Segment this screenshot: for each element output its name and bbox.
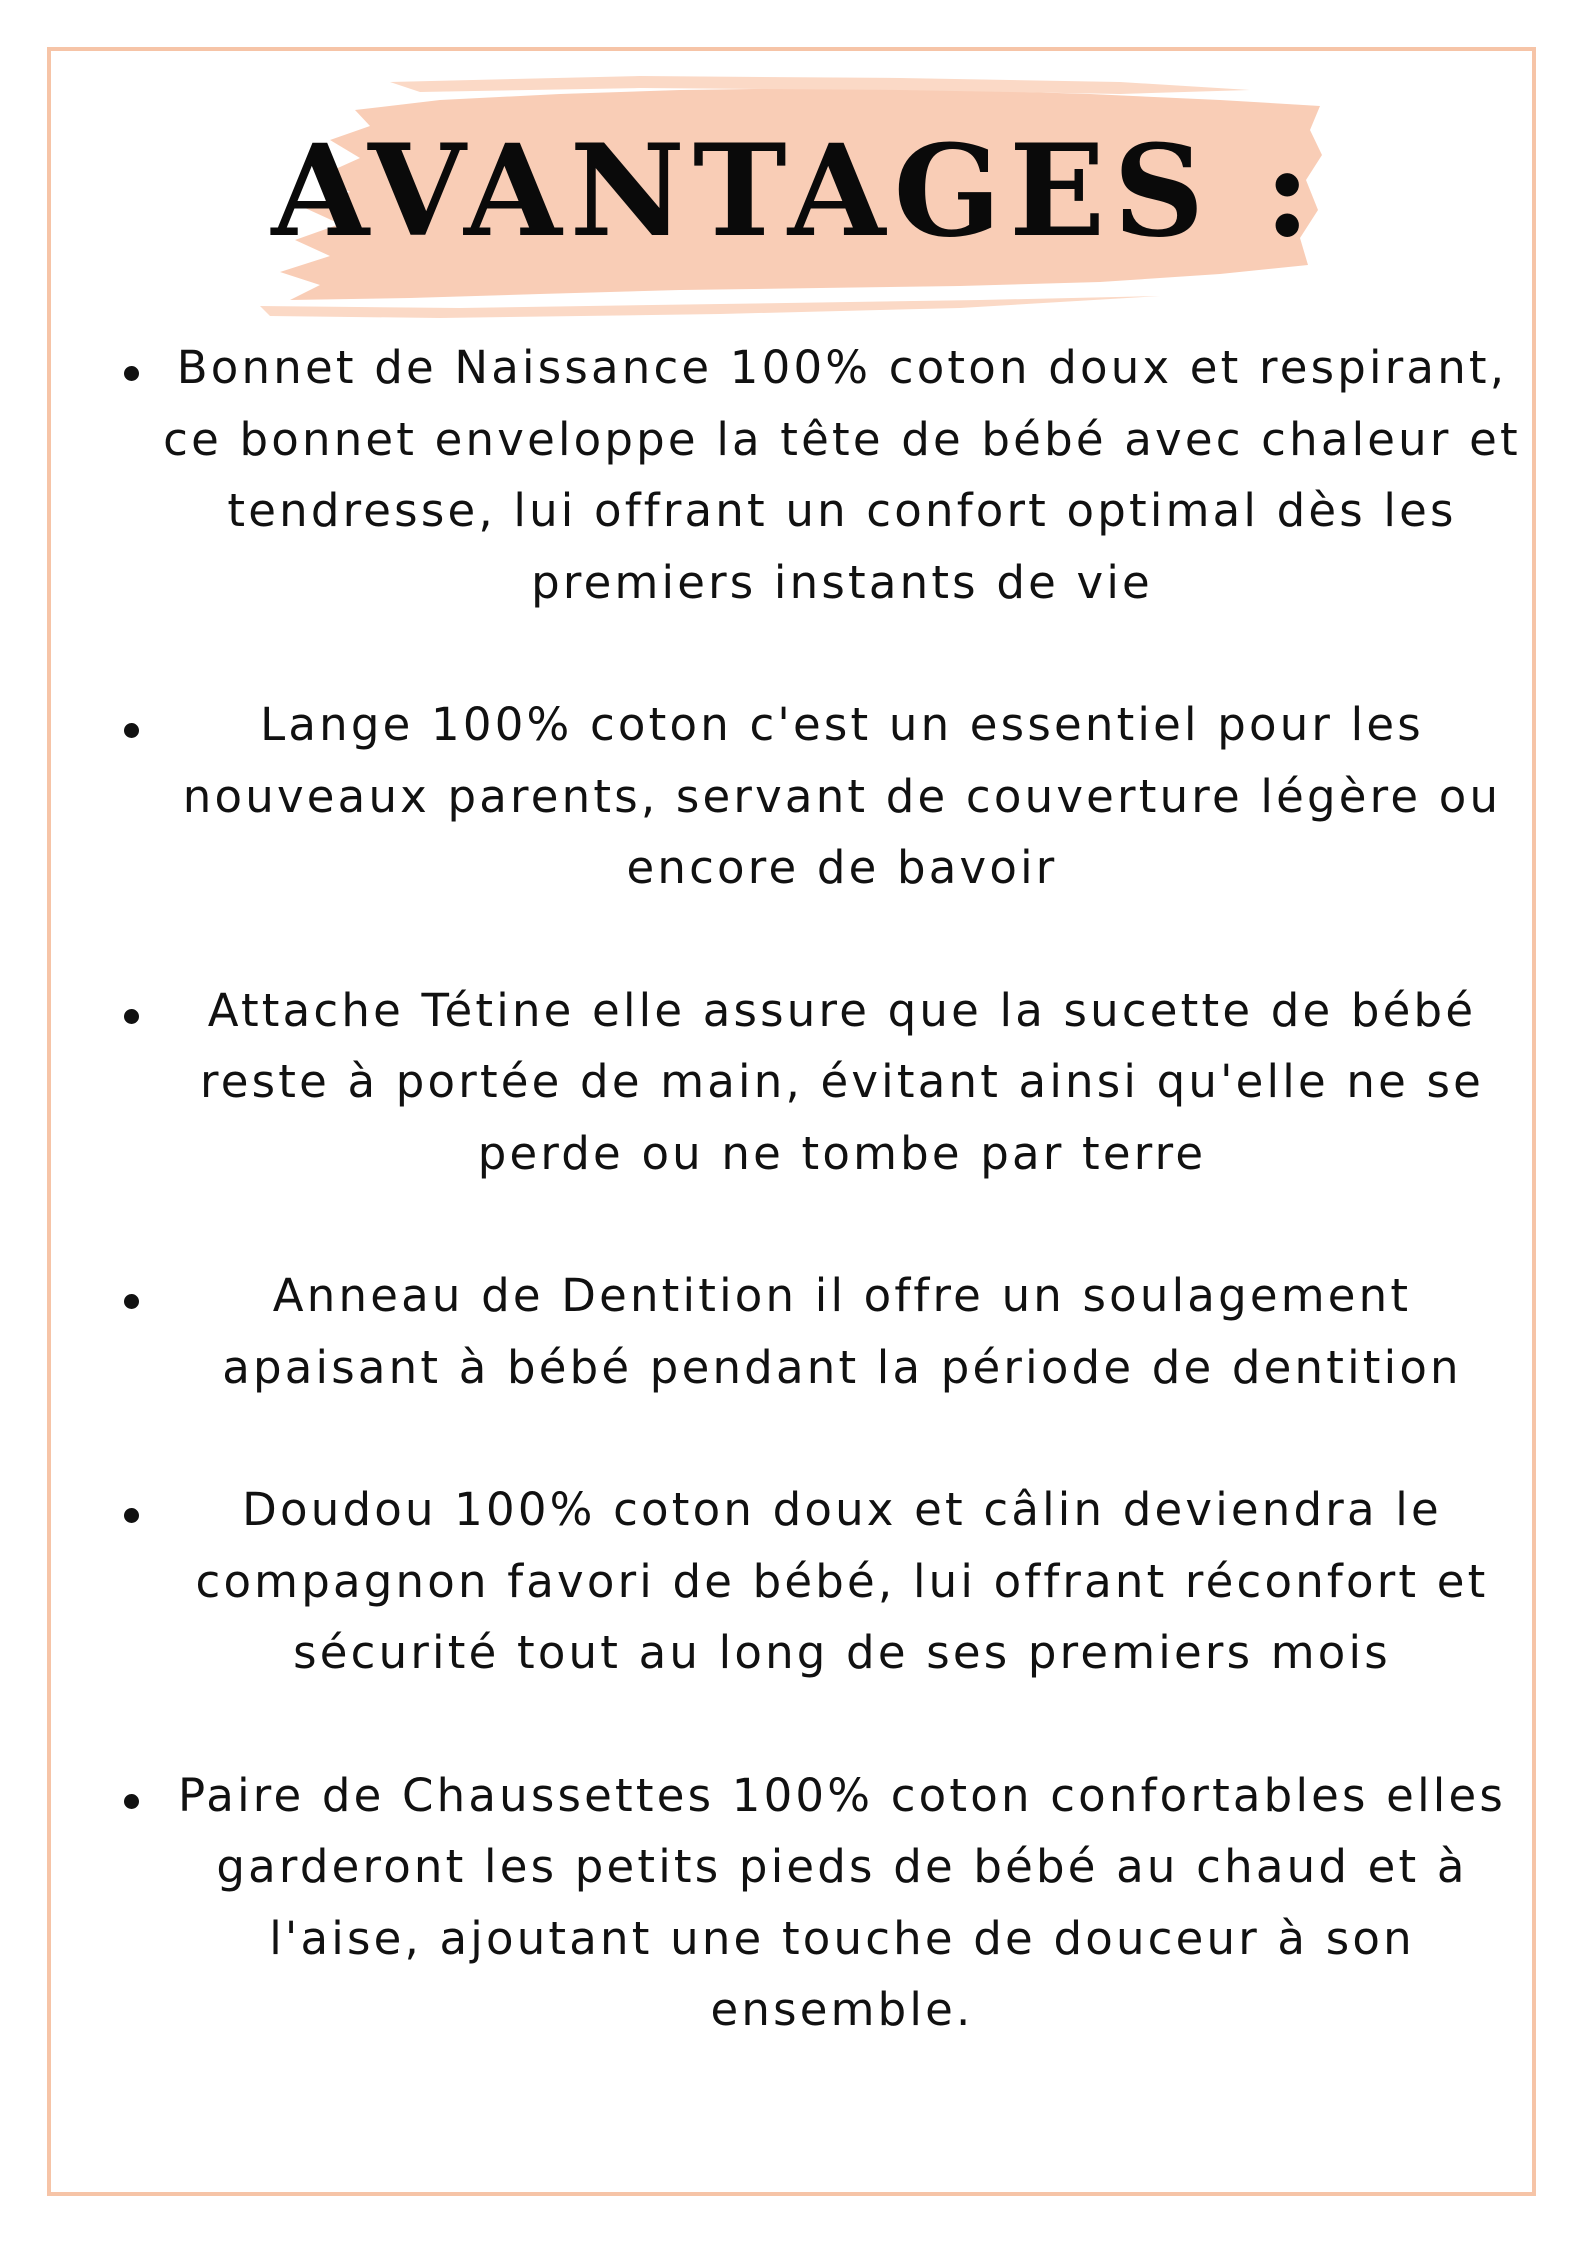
bullet-icon — [124, 1294, 139, 1309]
benefit-text: Paire de Chaussettes 100% coton confortables elles garderont les petits pieds de bébé au chaud et à l'aise, ajoutant une touche de douceur à son ensemble. — [177, 1768, 1507, 2036]
benefit-text: Anneau de Dentition il offre un soulagement apaisant à bébé pendant la période de dentition — [222, 1269, 1462, 1394]
list-item — [110, 1474, 1530, 1689]
page-title: AVANTAGES : — [271, 117, 1319, 265]
bullet-icon — [124, 1508, 139, 1523]
benefits-list — [110, 332, 1530, 2117]
bullet-icon — [124, 1794, 139, 1809]
list-item — [110, 975, 1530, 1190]
benefit-text: Lange 100% coton c'est un essentiel pour les nouveaux parents, servant de couverture légère ou encore de bavoir — [182, 698, 1502, 894]
benefit-text: Bonnet de Naissance 100% coton doux et respirant, ce bonnet enveloppe la tête de bébé avec chaleur et tendresse, lui offrant un confort optimal dès les premiers instants de vie — [163, 341, 1521, 609]
bullet-icon — [124, 1009, 139, 1024]
bullet-icon — [124, 723, 139, 738]
title-banner — [260, 60, 1330, 330]
list-item — [110, 1760, 1530, 2046]
benefit-text: Doudou 100% coton doux et câlin deviendra le compagnon favori de bébé, lui offrant réconfort et sécurité tout au long de ses premiers mois — [195, 1483, 1489, 1679]
benefit-text: Attache Tétine elle assure que la sucette de bébé reste à portée de main, évitant ainsi qu'elle ne se perde ou ne tombe par terre — [199, 983, 1484, 1180]
bullet-icon — [124, 366, 139, 381]
list-item — [110, 332, 1530, 618]
list-item — [110, 1260, 1530, 1403]
list-item — [110, 689, 1530, 904]
